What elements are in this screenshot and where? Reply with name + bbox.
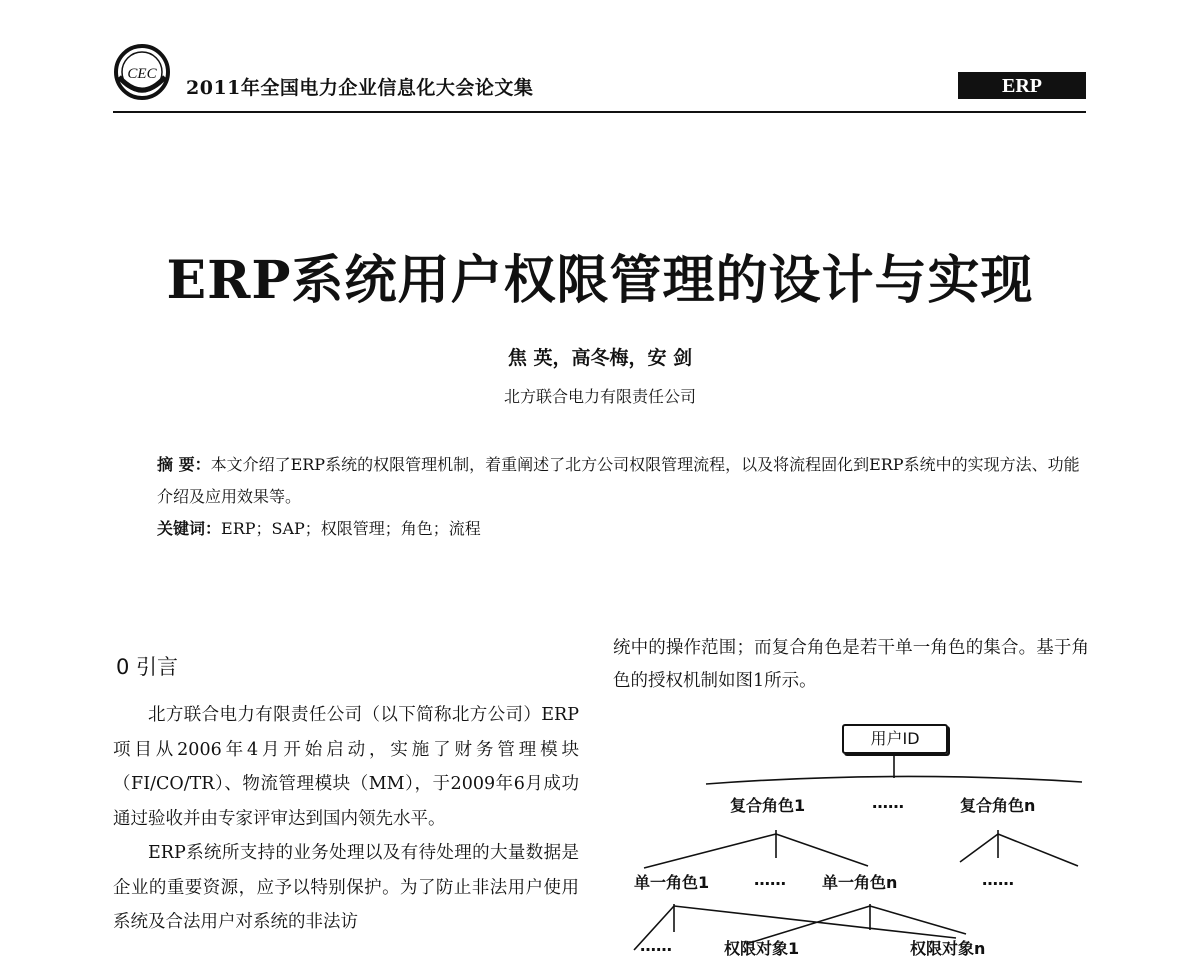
node-single-ellipsis: ……	[754, 870, 786, 889]
keywords-text: ERP；SAP；权限管理；角色；流程	[221, 519, 481, 538]
node-composite-ellipsis: ……	[872, 793, 904, 812]
paper-affiliation: 北方联合电力有限责任公司	[503, 387, 696, 406]
node-composite-role-1: 复合角色1	[730, 796, 806, 815]
body-paragraph-1: 北方联合电力有限责任公司（以下简称北方公司）ERP项目从2006年4月开始启动，实施了财务管理模块（FI/CO/TR）、物流管理模块（MM），于2009年6月成功通过验收并由专家评审达到国内领先水平。	[113, 705, 579, 829]
section-tag: ERP	[958, 72, 1086, 99]
node-single-ellipsis-right: ……	[982, 870, 1014, 889]
node-composite-role-n: 复合角色n	[960, 796, 1036, 815]
abstract-block	[157, 449, 1092, 545]
logo-lettering: CEC	[127, 66, 157, 82]
right-column	[613, 632, 1089, 698]
node-single-role-1: 单一角色1	[634, 873, 710, 892]
left-column	[113, 698, 579, 952]
authorization-diagram	[626, 718, 1096, 958]
header-divider	[113, 111, 1086, 113]
abstract-paragraph	[157, 449, 1092, 513]
section-heading-introduction: 0 引言	[116, 655, 179, 679]
journal-title: 2011年全国电力企业信息化大会论文集	[186, 77, 534, 99]
node-object-ellipsis: ……	[640, 936, 672, 955]
keywords-line	[157, 513, 1092, 545]
keywords-label: 关键词：	[157, 519, 222, 538]
paper-title: ERP系统用户权限管理的设计与实现	[166, 250, 1034, 311]
conference-logo	[113, 43, 171, 101]
abstract-text: 本文介绍了ERP系统的权限管理机制，着重阐述了北方公司权限管理流程，以及将流程固化到ERP系统中的实现方法、功能介绍及应用效果等。	[157, 455, 1080, 506]
node-user-id: 用户ID	[842, 724, 948, 754]
right-paragraph: 统中的操作范围；而复合角色是若干单一角色的集合。基于角色的授权机制如图1所示。	[613, 638, 1089, 691]
body-paragraph-2: ERP系统所支持的业务处理以及有待处理的大量数据是企业的重要资源，应予以特别保护。为了防止非法用户使用系统及合法用户对系统的非法访	[113, 843, 579, 932]
node-auth-object-1: 权限对象1	[724, 939, 800, 958]
paper-authors: 焦 英，高冬梅，安 剑	[507, 347, 693, 369]
node-single-role-n: 单一角色n	[822, 873, 898, 892]
abstract-label: 摘 要：	[157, 455, 211, 474]
node-auth-object-n: 权限对象n	[910, 939, 986, 958]
